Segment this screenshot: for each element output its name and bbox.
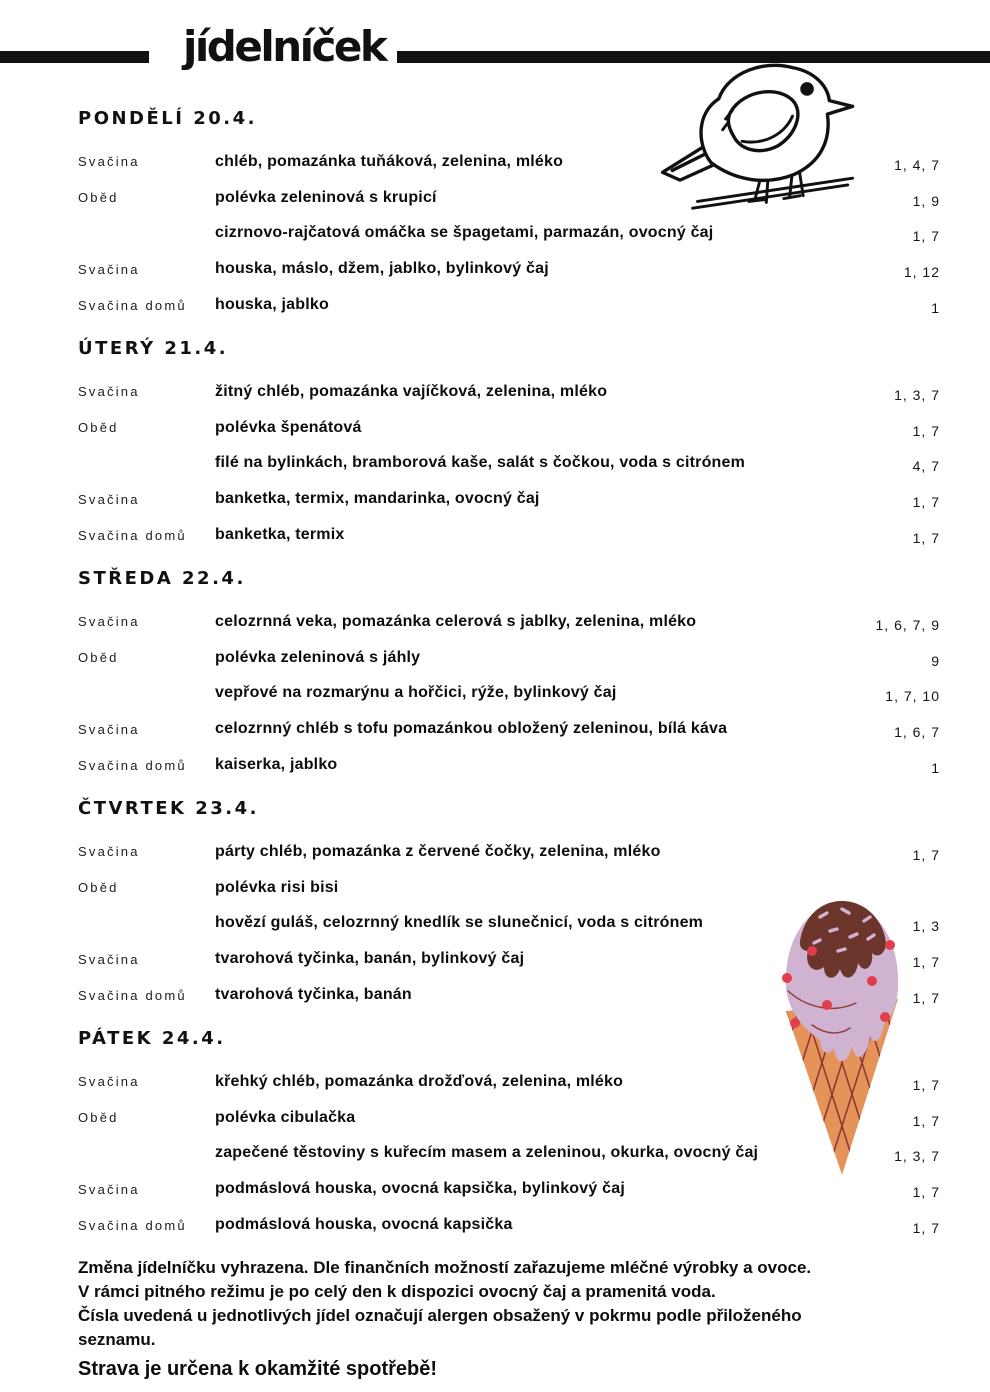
day-title: ÚTERÝ 21.4. xyxy=(78,337,229,359)
day-rows xyxy=(78,834,940,1013)
bird-eye xyxy=(800,82,814,96)
footer-line: V rámci pitného režimu je po celý den k dispozici ovocný čaj a pramenitá voda. xyxy=(78,1281,716,1301)
meal-label: Oběd xyxy=(78,420,119,436)
menu-row xyxy=(78,977,940,1013)
allergen-codes: 1, 7 xyxy=(912,1076,940,1093)
menu-row xyxy=(78,1207,940,1243)
allergen-codes: 1, 7 xyxy=(912,954,940,971)
meal-item: zapečené těstoviny s kuřecím masem a zeleninou, okurka, ovocný čaj xyxy=(215,1144,759,1162)
menu xyxy=(78,106,940,1383)
day-title: PONDĚLÍ 20.4. xyxy=(78,108,257,129)
page-title: jídelníček xyxy=(171,22,397,71)
meal-item: celozrnná veka, pomazánka celerová s jablky, zelenina, mléko xyxy=(215,612,697,630)
meal-label: Svačina xyxy=(78,384,140,400)
footer-line: Čísla uvedená u jednotlivých jídel označují alergen obsažený v pokrmu podle přiloženého xyxy=(78,1305,802,1325)
meal-item: polévka špenátová xyxy=(215,418,362,436)
menu-row xyxy=(78,604,940,640)
allergen-codes: 1, 6, 7, 9 xyxy=(875,616,940,633)
meal-label: Svačina xyxy=(78,951,140,967)
meal-label: Oběd xyxy=(78,1110,119,1126)
meal-item: podmáslová houska, ovocná kapsička, bylinkový čaj xyxy=(215,1180,625,1198)
menu-row xyxy=(78,446,940,482)
title-rule-left xyxy=(0,51,149,63)
meal-item: filé na bylinkách, bramborová kaše, salát s čočkou, voda s citrónem xyxy=(215,454,746,472)
bird-illustration xyxy=(648,56,873,216)
footer-notes xyxy=(78,1256,940,1383)
menu-row xyxy=(78,1171,940,1207)
footer-line: seznamu. xyxy=(78,1329,156,1349)
menu-row xyxy=(78,216,940,252)
meal-label: Svačina xyxy=(78,154,140,170)
meal-label: Svačina xyxy=(78,721,140,737)
meal-item: hovězí guláš, celozrnný knedlík se slunečnicí, voda s citrónem xyxy=(215,914,704,932)
allergen-codes: 1, 7 xyxy=(912,846,940,863)
meal-item: párty chléb, pomazánka z červené čočky, zelenina, mléko xyxy=(215,842,661,860)
allergen-codes: 1, 12 xyxy=(903,264,940,281)
menu-row xyxy=(78,251,940,287)
meal-item: kaiserka, jablko xyxy=(215,756,338,774)
meal-item: chléb, pomazánka tuňáková, zelenina, mléko xyxy=(215,152,564,170)
meal-label: Oběd xyxy=(78,190,119,206)
menu-row xyxy=(78,870,940,906)
menu-row xyxy=(78,1136,940,1172)
day-section xyxy=(78,796,940,1013)
allergen-codes: 1, 7 xyxy=(912,990,940,1007)
meal-item: tvarohová tyčinka, banán xyxy=(215,986,412,1004)
day-rows xyxy=(78,604,940,783)
footer-line: Změna jídelníčku vyhrazena. Dle finančních možností zařazujeme mléčné výrobky a ovoce. xyxy=(78,1257,812,1277)
meal-label: Svačina xyxy=(78,261,140,277)
meal-label: Svačina xyxy=(78,614,140,630)
menu-row xyxy=(78,711,940,747)
menu-row xyxy=(78,410,940,446)
meal-label: Svačina xyxy=(78,1181,140,1197)
meal-item: polévka zeleninová s krupicí xyxy=(215,188,437,206)
meal-item: banketka, termix xyxy=(215,526,345,544)
allergen-codes: 1, 7 xyxy=(912,1184,940,1201)
meal-item: polévka cibulačka xyxy=(215,1108,356,1126)
allergen-codes: 1, 7 xyxy=(912,228,940,245)
footer-emphasis: Strava je určena k okamžité spotřebě! xyxy=(78,1357,438,1380)
menu-row xyxy=(78,906,940,942)
allergen-codes: 1, 3 xyxy=(912,918,940,935)
meal-label: Svačina domů xyxy=(78,1217,187,1233)
menu-row xyxy=(78,1064,940,1100)
meal-item: banketka, termix, mandarinka, ovocný čaj xyxy=(215,490,540,508)
meal-label: Oběd xyxy=(78,650,119,666)
meal-item: houska, máslo, džem, jablko, bylinkový čaj xyxy=(215,260,549,278)
menu-days xyxy=(78,106,940,1243)
allergen-codes: 1, 7 xyxy=(912,530,940,547)
meal-label: Svačina domů xyxy=(78,757,187,773)
branch-lines xyxy=(693,178,853,208)
meal-item: celozrnný chléb s tofu pomazánkou obložený zeleninou, bílá káva xyxy=(215,720,728,738)
allergen-codes: 1, 4, 7 xyxy=(894,156,940,173)
allergen-codes: 9 xyxy=(931,652,940,669)
allergen-codes: 1, 3, 7 xyxy=(894,1148,940,1165)
footer-lines xyxy=(78,1256,940,1352)
meal-label: Svačina domů xyxy=(78,987,187,1003)
meal-item: vepřové na rozmarýnu a hořčici, rýže, bylinkový čaj xyxy=(215,684,617,702)
allergen-codes: 4, 7 xyxy=(912,458,940,475)
meal-item: polévka risi bisi xyxy=(215,878,339,896)
meal-label: Svačina xyxy=(78,844,140,860)
meal-item: cizrnovo-rajčatová omáčka se špagetami, parmazán, ovocný čaj xyxy=(215,224,714,242)
allergen-codes: 1, 9 xyxy=(912,192,940,209)
allergen-codes: 1, 7 xyxy=(912,1112,940,1129)
day-title: PÁTEK 24.4. xyxy=(78,1027,226,1049)
meal-label: Oběd xyxy=(78,880,119,896)
day-section xyxy=(78,566,940,783)
meal-label: Svačina xyxy=(78,1074,140,1090)
meal-label: Svačina xyxy=(78,491,140,507)
allergen-codes: 1 xyxy=(931,300,940,317)
allergen-codes: 1, 7 xyxy=(912,422,940,439)
menu-row xyxy=(78,747,940,783)
menu-row xyxy=(78,1100,940,1136)
day-rows xyxy=(78,1064,940,1243)
allergen-codes: 1 xyxy=(931,760,940,777)
meal-item: křehký chléb, pomazánka drožďová, zelenina, mléko xyxy=(215,1072,624,1090)
meal-item: žitný chléb, pomazánka vajíčková, zelenina, mléko xyxy=(215,382,608,400)
allergen-codes: 1, 7 xyxy=(912,494,940,511)
meal-item: podmáslová houska, ovocná kapsička xyxy=(215,1216,513,1234)
allergen-codes: 1, 3, 7 xyxy=(894,386,940,403)
allergen-codes: 1, 7, 10 xyxy=(885,688,940,705)
allergen-codes: 1, 7 xyxy=(912,1220,940,1237)
day-title: STŘEDA 22.4. xyxy=(78,567,246,589)
menu-row xyxy=(78,640,940,676)
menu-row xyxy=(78,481,940,517)
meal-label: Svačina domů xyxy=(78,527,187,543)
day-section xyxy=(78,336,940,553)
meal-item: tvarohová tyčinka, banán, bylinkový čaj xyxy=(215,950,525,968)
menu-row xyxy=(78,941,940,977)
menu-row xyxy=(78,374,940,410)
meal-item: polévka zeleninová s jáhly xyxy=(215,648,421,666)
day-section xyxy=(78,1026,940,1243)
menu-row xyxy=(78,287,940,323)
allergen-codes: 1, 6, 7 xyxy=(894,724,940,741)
menu-row xyxy=(78,517,940,553)
meal-label: Svačina domů xyxy=(78,297,187,313)
menu-row xyxy=(78,834,940,870)
meal-item: houska, jablko xyxy=(215,296,329,314)
day-title: ČTVRTEK 23.4. xyxy=(78,797,260,819)
menu-row xyxy=(78,676,940,712)
day-rows xyxy=(78,374,940,553)
